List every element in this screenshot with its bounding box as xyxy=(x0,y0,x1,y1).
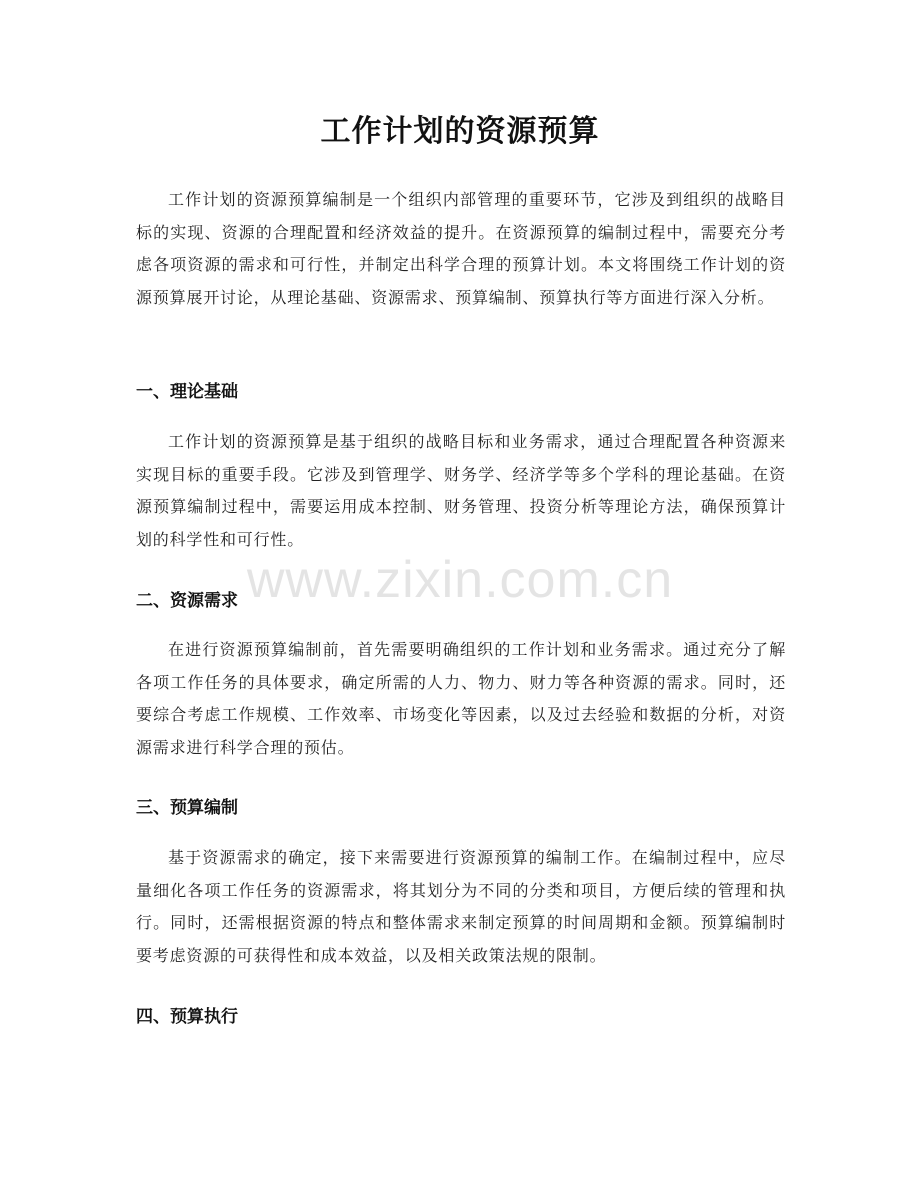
section-body-resource-demand: 在进行资源预算编制前，首先需要明确组织的工作计划和业务需求。通过充分了解各项工作任务的具体要求，确定所需的人力、物力、财力等各种资源的需求。同时，还要综合考虑工作规模、工作效率、市场变化等因素，以及过去经验和数据的分析，对资源需求进行科学合理的预估。 xyxy=(136,640,786,757)
section-body-budget-preparation: 基于资源需求的确定，接下来需要进行资源预算的编制工作。在编制过程中，应尽量细化各项工作任务的资源需求，将其划分为不同的分类和项目，方便后续的管理和执行。同时，还需根据资源的特点和整体需求来制定预算的时间周期和金额。预算编制时要考虑资源的可获得性和成本效益，以及相关政策法规的限制。 xyxy=(136,848,786,965)
page-title: 工作计划的资源预算 xyxy=(320,114,600,149)
section-heading-resource-demand: 二、资源需求 xyxy=(136,591,238,611)
intro-paragraph: 工作计划的资源预算编制是一个组织内部管理的重要环节，它涉及到组织的战略目标的实现、资源的合理配置和经济效益的提升。在资源预算的编制过程中，需要充分考虑各项资源的需求和可行性，并制定出科学合理的预算计划。本文将围绕工作计划的资源预算展开讨论，从理论基础、资源需求、预算编制、预算执行等方面进行深入分析。 xyxy=(136,190,786,307)
section-heading-theory: 一、理论基础 xyxy=(136,382,238,402)
section-heading-budget-execution: 四、预算执行 xyxy=(136,1007,238,1027)
watermark: www.zixin.com.cn xyxy=(246,551,674,609)
section-heading-budget-preparation: 三、预算编制 xyxy=(136,798,238,818)
section-body-theory: 工作计划的资源预算是基于组织的战略目标和业务需求，通过合理配置各种资源来实现目标的重要手段。它涉及到管理学、财务学、经济学等多个学科的理论基础。在资源预算编制过程中，需要运用成本控制、财务管理、投资分析等理论方法，确保预算计划的科学性和可行性。 xyxy=(136,432,786,549)
